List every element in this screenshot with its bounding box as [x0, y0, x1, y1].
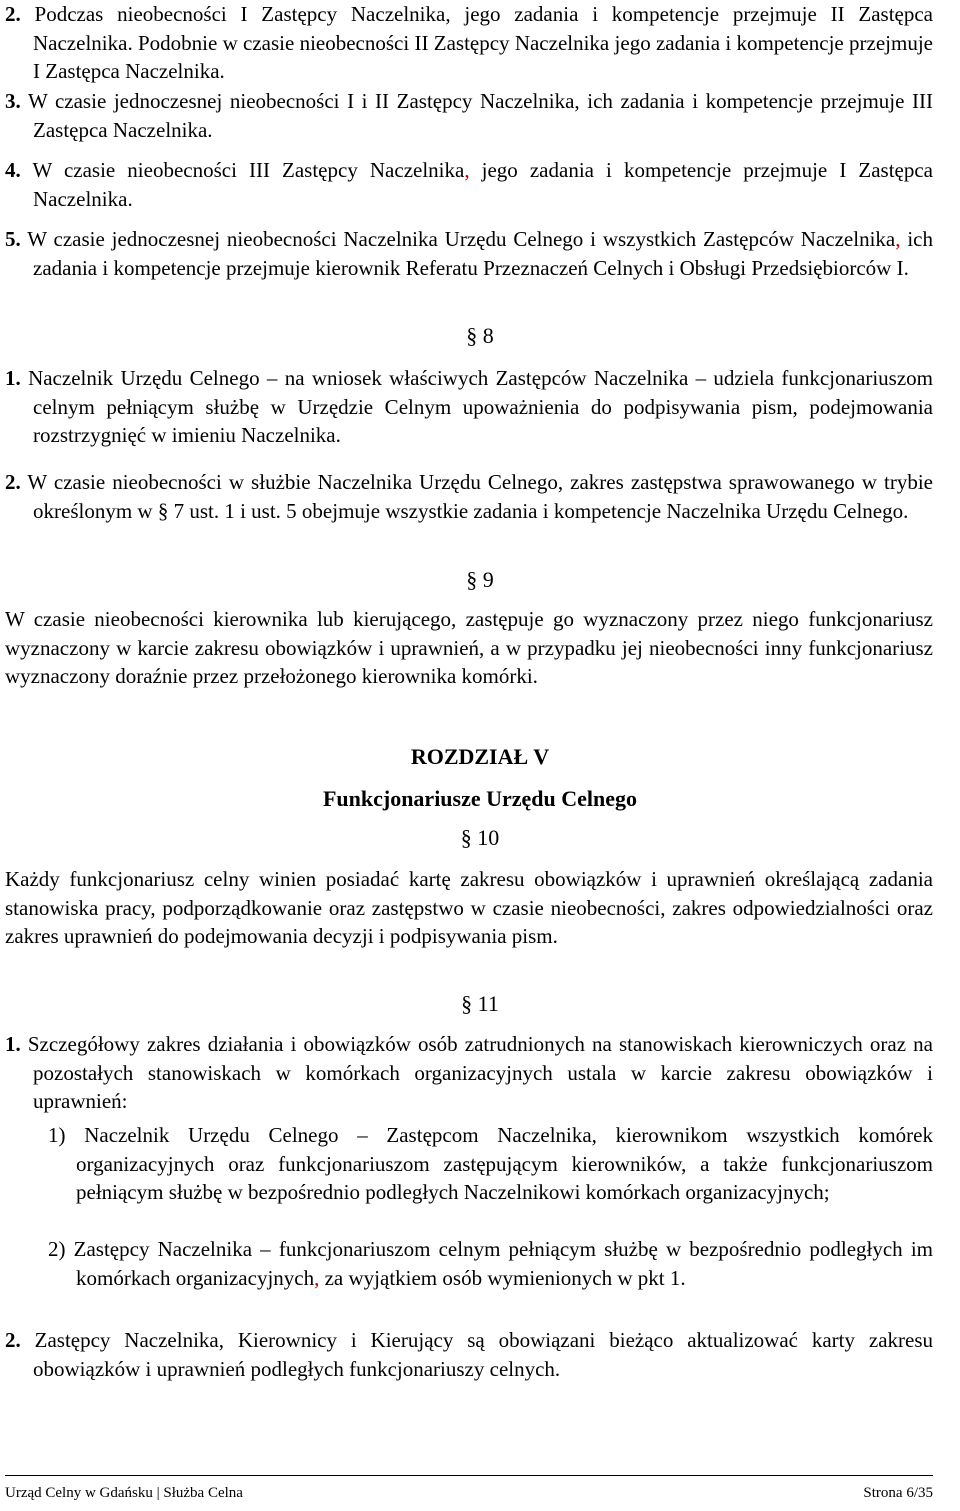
- footer-page-number: Strona 6/35: [863, 1485, 933, 1501]
- list-number: 2): [48, 1237, 66, 1261]
- section-9-title: § 9: [466, 567, 494, 592]
- chapter-subtitle: Funkcjonariusze Urzędu Celnego: [322, 786, 638, 811]
- paragraph-text: W czasie nieobecności w służbie Naczelnika Urzędu Celnego, zakres zastępstwa sprawowanego w trybie określonym w § 7 ust. 1 i ust. 5 obejmuje wszystkie zadania i kompetencje Naczelnika Urzędu Celnego.: [27, 470, 933, 523]
- s8-paragraph-1: [5, 364, 933, 450]
- list-text: Zastępcy Naczelnika – funkcjonariuszom celnym pełniącym służbę w bezpośrednio podległych im komórkach organizacyjnych: [73, 1237, 933, 1290]
- item-number: 5.: [5, 227, 21, 251]
- red-comma: ,: [895, 227, 901, 251]
- list-text-cont: za wyjątkiem osób wymienionych w pkt 1.: [319, 1265, 686, 1290]
- item-text-cont: ich zadania i kompetencje przejmuje kierownik Referatu Przeznaczeń Celnych i Obsługi Przedsiębiorców I.: [33, 227, 933, 280]
- paragraph-text: Naczelnik Urzędu Celnego – na wniosek właściwych Zastępców Naczelnika – udziela funkcjonariuszom celnym pełniącym służbę w Urzędzie Celnym upoważnienia do podpisywania pism, podejmowania rozstrzygnięć w imieniu Naczelnika.: [28, 366, 933, 448]
- footer-divider: [5, 1475, 933, 1476]
- item-4: [5, 156, 933, 213]
- s11-list-item-2: [48, 1235, 933, 1292]
- s8-paragraph-2: [5, 468, 933, 525]
- section-8-title: § 8: [466, 323, 494, 348]
- s11-paragraph-1: [5, 1030, 933, 1116]
- s9-paragraph: W czasie nieobecności kierownika lub kierującego, zastępuje go wyznaczony przez niego funkcjonariusz wyznaczony w karcie zakresu obowiązków i uprawnień, a w przypadku jej nieobecności inny funkcjonariusz wyznaczony doraźnie przez przełożonego kierownika komórki.: [5, 607, 933, 689]
- item-5: [5, 225, 933, 282]
- item-number: 3.: [5, 89, 21, 113]
- item-number: 2.: [5, 470, 21, 494]
- item-number: 4.: [5, 158, 21, 182]
- paragraph-text: Zastępcy Naczelnika, Kierownicy i Kierujący są obowiązani bieżąco aktualizować karty zakresu obowiązków i uprawnień podległych funkcjonariuszy celnych.: [33, 1328, 934, 1381]
- chapter-title: ROZDZIAŁ V: [410, 744, 550, 769]
- item-number: 2.: [5, 1328, 21, 1352]
- paragraph-text: Szczegółowy zakres działania i obowiązków osób zatrudnionych na stanowiskach kierowniczych oraz na pozostałych stanowiskach w komórkach organizacyjnych ustala w karcie zakresu obowiązków i uprawnień:: [27, 1032, 933, 1114]
- item-text: W czasie jednoczesnej nieobecności Naczelnika Urzędu Celnego i wszystkich Zastępców Naczelnika: [27, 227, 896, 251]
- s10-paragraph: Każdy funkcjonariusz celny winien posiadać kartę zakresu obowiązków i uprawnień określającą zadania stanowiska pracy, podporządkowanie oraz zastępstwo w czasie nieobecności, zakres odpowiedzialności oraz zakres uprawnień do podejmowania decyzji i podpisywania pism.: [5, 867, 933, 949]
- red-comma: ,: [464, 158, 470, 182]
- item-number: 1.: [5, 1032, 21, 1056]
- item-2: [5, 0, 933, 86]
- item-text: Podczas nieobecności I Zastępcy Naczelnika, jego zadania i kompetencje przejmuje II Zastępca Naczelnika. Podobnie w czasie nieobecności II Zastępcy Naczelnika jego zadania i kompetencje przejmuje I Zastępca Naczelnika.: [33, 2, 933, 84]
- footer-left-text: Urząd Celny w Gdańsku | Służba Celna: [5, 1485, 243, 1501]
- list-number: 1): [48, 1123, 66, 1147]
- section-10-title: § 10: [460, 825, 500, 850]
- red-comma: ,: [314, 1265, 320, 1290]
- s11-list-item-1: [48, 1121, 933, 1207]
- item-text: W czasie jednoczesnej nieobecności I i II Zastępcy Naczelnika, ich zadania i kompetencje przejmuje III Zastępca Naczelnika.: [27, 89, 933, 142]
- item-3: [5, 87, 933, 144]
- item-text: W czasie nieobecności III Zastępcy Naczelnika: [32, 158, 465, 182]
- section-11-title: § 11: [461, 991, 499, 1016]
- item-number: 1.: [5, 366, 21, 390]
- s11-paragraph-2: [5, 1326, 933, 1383]
- list-text: Naczelnik Urzędu Celnego – Zastępcom Naczelnika, kierownikom wszystkich komórek organizacyjnych oraz funkcjonariuszom zastępującym kierowników, a także funkcjonariuszom pełniącym służbę w bezpośrednio podległych Naczelnikowi komórkach organizacyjnych;: [76, 1123, 933, 1205]
- item-number: 2.: [5, 2, 21, 26]
- item-text-cont: jego zadania i kompetencje przejmuje I Zastępca Naczelnika.: [33, 158, 933, 211]
